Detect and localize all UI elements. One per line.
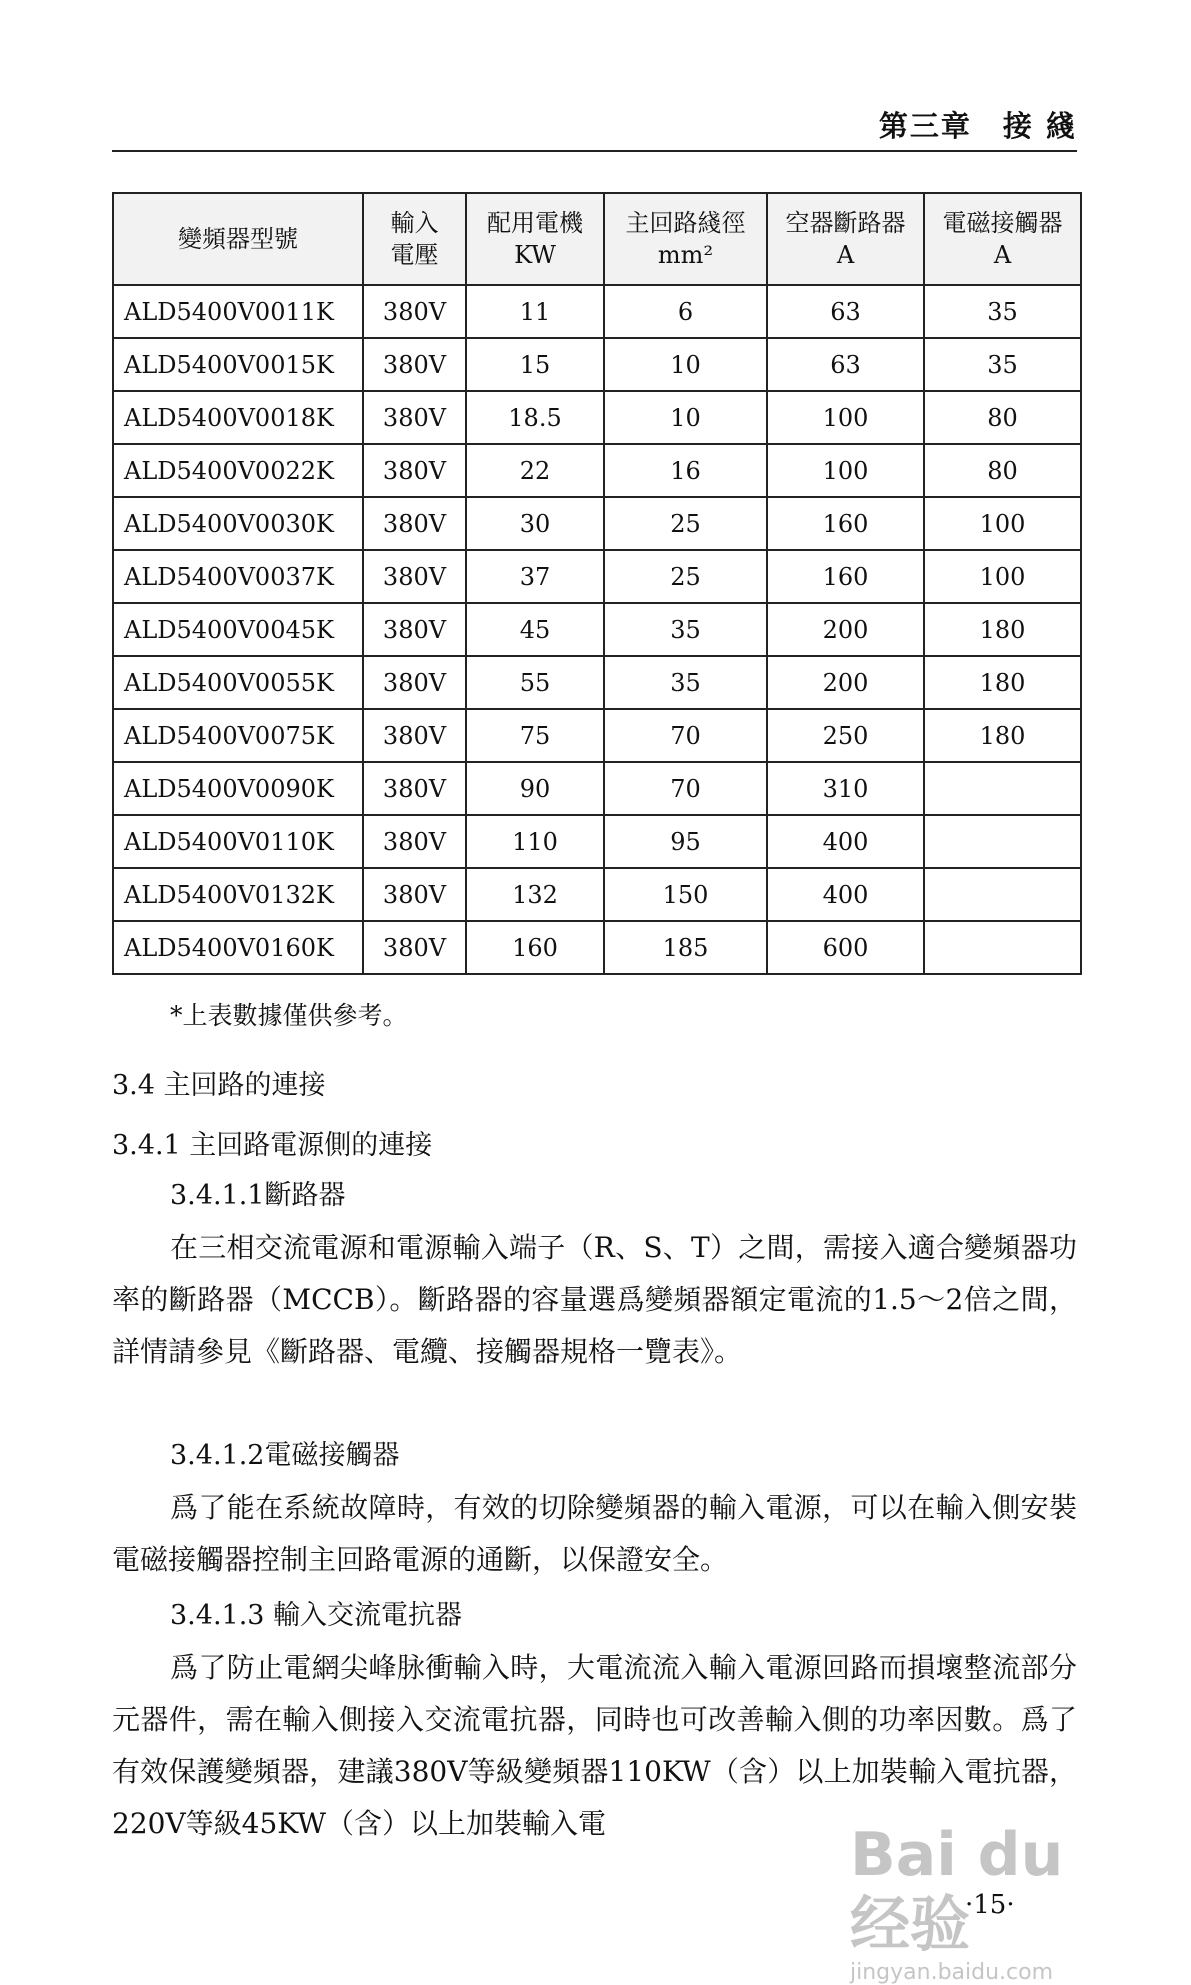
cell-contactor: 180 <box>924 709 1081 762</box>
cell-model: ALD5400V0090K <box>113 762 363 815</box>
cell-breaker: 600 <box>767 921 924 974</box>
cell-motor-kw: 90 <box>466 762 604 815</box>
cell-model: ALD5400V0015K <box>113 338 363 391</box>
cell-model: ALD5400V0011K <box>113 285 363 338</box>
cell-voltage: 380V <box>363 391 466 444</box>
cell-wire-gauge: 25 <box>604 550 767 603</box>
cell-model: ALD5400V0045K <box>113 603 363 656</box>
paragraph-breaker: 在三相交流電源和電源輸入端子（R、S、T）之間，需接入適合變頻器功率的斷路器（MCCB）。斷路器的容量選爲變頻器額定電流的1.5～2倍之間，詳情請參見《斷路器、電纜、接觸器規格一覽表》。 <box>112 1231 1077 1368</box>
cell-breaker: 200 <box>767 656 924 709</box>
cell-wire-gauge: 10 <box>604 338 767 391</box>
cell-breaker: 400 <box>767 868 924 921</box>
cell-breaker: 250 <box>767 709 924 762</box>
cell-voltage: 380V <box>363 285 466 338</box>
table-row <box>113 709 1081 762</box>
header-wire-gauge: 主回路綫徑 mm² <box>604 193 767 285</box>
cell-wire-gauge: 70 <box>604 762 767 815</box>
section-3-4-1: 3.4.1 主回路電源側的連接 <box>112 1130 433 1161</box>
cell-contactor: 180 <box>924 656 1081 709</box>
cell-breaker: 63 <box>767 338 924 391</box>
table-row <box>113 338 1081 391</box>
cell-motor-kw: 37 <box>466 550 604 603</box>
cell-model: ALD5400V0055K <box>113 656 363 709</box>
paragraph-contactor: 爲了能在系統故障時，有效的切除變頻器的輸入電源，可以在輸入側安裝電磁接觸器控制主回路電源的通斷，以保證安全。 <box>112 1491 1077 1576</box>
cell-voltage: 380V <box>363 656 466 709</box>
cell-breaker: 310 <box>767 762 924 815</box>
cell-voltage: 380V <box>363 497 466 550</box>
cell-motor-kw: 160 <box>466 921 604 974</box>
cell-voltage: 380V <box>363 603 466 656</box>
baidu-watermark <box>850 1820 1090 1985</box>
cell-model: ALD5400V0018K <box>113 391 363 444</box>
table-row <box>113 603 1081 656</box>
cell-contactor: 80 <box>924 391 1081 444</box>
table-row <box>113 815 1081 868</box>
table-row <box>113 868 1081 921</box>
section-3-4: 3.4 主回路的連接 <box>112 1070 326 1101</box>
cell-motor-kw: 75 <box>466 709 604 762</box>
cell-motor-kw: 110 <box>466 815 604 868</box>
table-row <box>113 762 1081 815</box>
cell-wire-gauge: 10 <box>604 391 767 444</box>
cell-motor-kw: 30 <box>466 497 604 550</box>
cell-motor-kw: 45 <box>466 603 604 656</box>
cell-voltage: 380V <box>363 709 466 762</box>
cell-motor-kw: 18.5 <box>466 391 604 444</box>
cell-contactor <box>924 868 1081 921</box>
cell-motor-kw: 22 <box>466 444 604 497</box>
cell-wire-gauge: 35 <box>604 603 767 656</box>
cell-motor-kw: 55 <box>466 656 604 709</box>
cell-contactor <box>924 815 1081 868</box>
cell-model: ALD5400V0132K <box>113 868 363 921</box>
cell-wire-gauge: 16 <box>604 444 767 497</box>
watermark-url: jingyan.baidu.com <box>850 1960 1054 1985</box>
cell-breaker: 63 <box>767 285 924 338</box>
cell-wire-gauge: 25 <box>604 497 767 550</box>
header-input-voltage: 輸入 電壓 <box>363 193 466 285</box>
cell-contactor: 180 <box>924 603 1081 656</box>
cell-wire-gauge: 6 <box>604 285 767 338</box>
paragraph-reactor: 爲了防止電網尖峰脉衝輸入時，大電流流入輸入電源回路而損壞整流部分元器件，需在輸入側接入交流電抗器，同時也可改善輸入側的功率因數。爲了有效保護變頻器，建議380V等級變頻器110KW（含）以上加裝輸入電抗器，220V等級45KW（含）以上加裝輸入電 <box>112 1651 1077 1840</box>
cell-voltage: 380V <box>363 815 466 868</box>
cell-motor-kw: 15 <box>466 338 604 391</box>
cell-breaker: 160 <box>767 550 924 603</box>
cell-model: ALD5400V0030K <box>113 497 363 550</box>
cell-voltage: 380V <box>363 868 466 921</box>
cell-wire-gauge: 95 <box>604 815 767 868</box>
table-row <box>113 285 1081 338</box>
cell-contactor: 100 <box>924 497 1081 550</box>
header-model: 變頻器型號 <box>113 193 363 285</box>
table-header-row <box>113 193 1081 285</box>
wiring-spec-table <box>112 192 1082 975</box>
header-breaker: 空器斷路器 A <box>767 193 924 285</box>
cell-model: ALD5400V0022K <box>113 444 363 497</box>
cell-breaker: 400 <box>767 815 924 868</box>
table-row <box>113 656 1081 709</box>
cell-wire-gauge: 35 <box>604 656 767 709</box>
table-row <box>113 550 1081 603</box>
section-3-4-1-2: 3.4.1.2電磁接觸器 <box>170 1440 400 1471</box>
header-contactor: 電磁接觸器 A <box>924 193 1081 285</box>
cell-wire-gauge: 185 <box>604 921 767 974</box>
table-row <box>113 921 1081 974</box>
page-number: ·15· <box>965 1890 1015 1920</box>
section-3-4-1-3: 3.4.1.3 輸入交流電抗器 <box>170 1600 463 1631</box>
cell-wire-gauge: 70 <box>604 709 767 762</box>
cell-motor-kw: 132 <box>466 868 604 921</box>
page-header <box>112 100 1077 152</box>
cell-model: ALD5400V0110K <box>113 815 363 868</box>
cell-motor-kw: 11 <box>466 285 604 338</box>
chapter-title: 第三章 接 綫 <box>878 109 1077 143</box>
cell-voltage: 380V <box>363 444 466 497</box>
cell-breaker: 100 <box>767 444 924 497</box>
cell-contactor <box>924 762 1081 815</box>
cell-contactor <box>924 921 1081 974</box>
cell-voltage: 380V <box>363 921 466 974</box>
cell-contactor: 80 <box>924 444 1081 497</box>
table-row <box>113 444 1081 497</box>
cell-breaker: 100 <box>767 391 924 444</box>
cell-voltage: 380V <box>363 550 466 603</box>
cell-contactor: 35 <box>924 285 1081 338</box>
table-row <box>113 391 1081 444</box>
cell-voltage: 380V <box>363 338 466 391</box>
cell-voltage: 380V <box>363 762 466 815</box>
header-motor-kw: 配用電機 KW <box>466 193 604 285</box>
cell-breaker: 200 <box>767 603 924 656</box>
table-note: *上表數據僅供參考。 <box>170 1001 408 1030</box>
cell-wire-gauge: 150 <box>604 868 767 921</box>
cell-contactor: 35 <box>924 338 1081 391</box>
cell-contactor: 100 <box>924 550 1081 603</box>
table-row <box>113 497 1081 550</box>
cell-model: ALD5400V0037K <box>113 550 363 603</box>
cell-model: ALD5400V0160K <box>113 921 363 974</box>
cell-model: ALD5400V0075K <box>113 709 363 762</box>
cell-breaker: 160 <box>767 497 924 550</box>
section-3-4-1-1: 3.4.1.1斷路器 <box>170 1180 346 1211</box>
watermark-logo: Bai du 经验 <box>850 1820 1064 1960</box>
